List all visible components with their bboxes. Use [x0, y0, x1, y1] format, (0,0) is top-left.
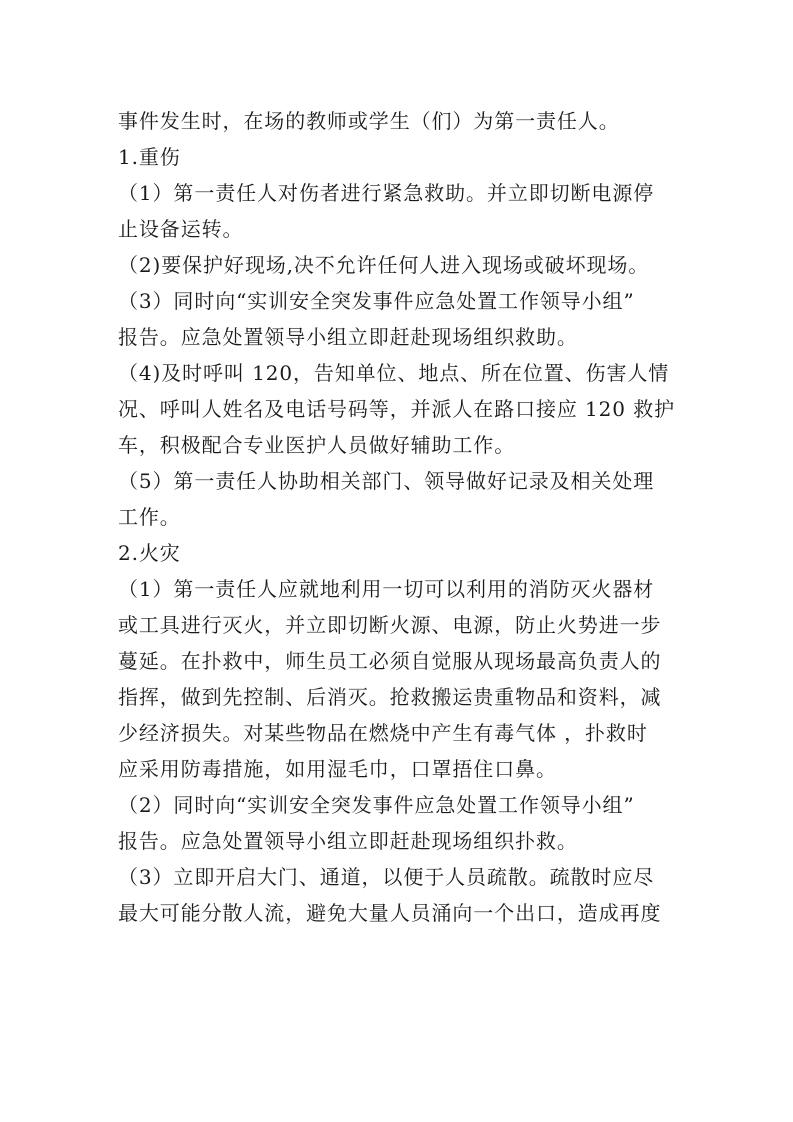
text-line: 止设备运转。	[118, 217, 244, 241]
text-line: 或工具进行灭火，并立即切断火源、电源，防止火势进一步	[118, 613, 662, 637]
text-line: 车，积极配合专业医护人员做好辅助工作。	[118, 433, 516, 457]
text-line: 报告。应急处置领导小组立即赶赴现场组织救助。	[118, 325, 578, 349]
text-line: （1）第一责任人应就地利用一切可以利用的消防灭火器材	[118, 577, 655, 601]
text-line: （3）立即开启大门、通道，以便于人员疏散。疏散时应尽	[118, 865, 655, 889]
text-line: 况、呼叫人姓名及电话号码等，并派人在路口接应 120 救护	[118, 397, 675, 421]
text-line: （2）同时向“实训安全突发事件应急处置工作领导小组”	[118, 793, 635, 817]
section-heading-fire: 2.火灾	[118, 541, 181, 565]
text-line: 报告。应急处置领导小组立即赶赴现场组织扑救。	[118, 829, 578, 853]
text-line: 指挥，做到先控制、后消灭。抢救搬运贵重物品和资料，减	[118, 685, 662, 709]
text-line: （5）第一责任人协助相关部门、领导做好记录及相关处理	[118, 469, 655, 493]
text-line: （3）同时向“实训安全突发事件应急处置工作领导小组”	[118, 289, 635, 313]
text-line: （2)要保护好现场,决不允许任何人进入现场或破坏现场。	[118, 253, 650, 277]
text-line: 蔓延。在扑救中，师生员工必须自觉服从现场最高负责人的	[118, 649, 662, 673]
text-line: 应采用防毒措施，如用湿毛巾，口罩捂住口鼻。	[118, 757, 557, 781]
text-line: 最大可能分散人流，避免大量人员涌向一个出口，造成再度	[118, 901, 662, 925]
text-line: 工作。	[118, 505, 181, 529]
section-heading-serious-injury: 1.重伤	[118, 145, 181, 169]
text-line: （4)及时呼叫 120，告知单位、地点、所在位置、伤害人情	[118, 361, 670, 385]
text-line: 少经济损失。对某些物品在燃烧中产生有毒气体 ，扑救时	[118, 721, 648, 745]
document-body	[118, 103, 678, 931]
text-line: 事件发生时，在场的教师或学生（们）为第一责任人。	[118, 109, 620, 133]
text-line: （1）第一责任人对伤者进行紧急救助。并立即切断电源停	[118, 181, 655, 205]
